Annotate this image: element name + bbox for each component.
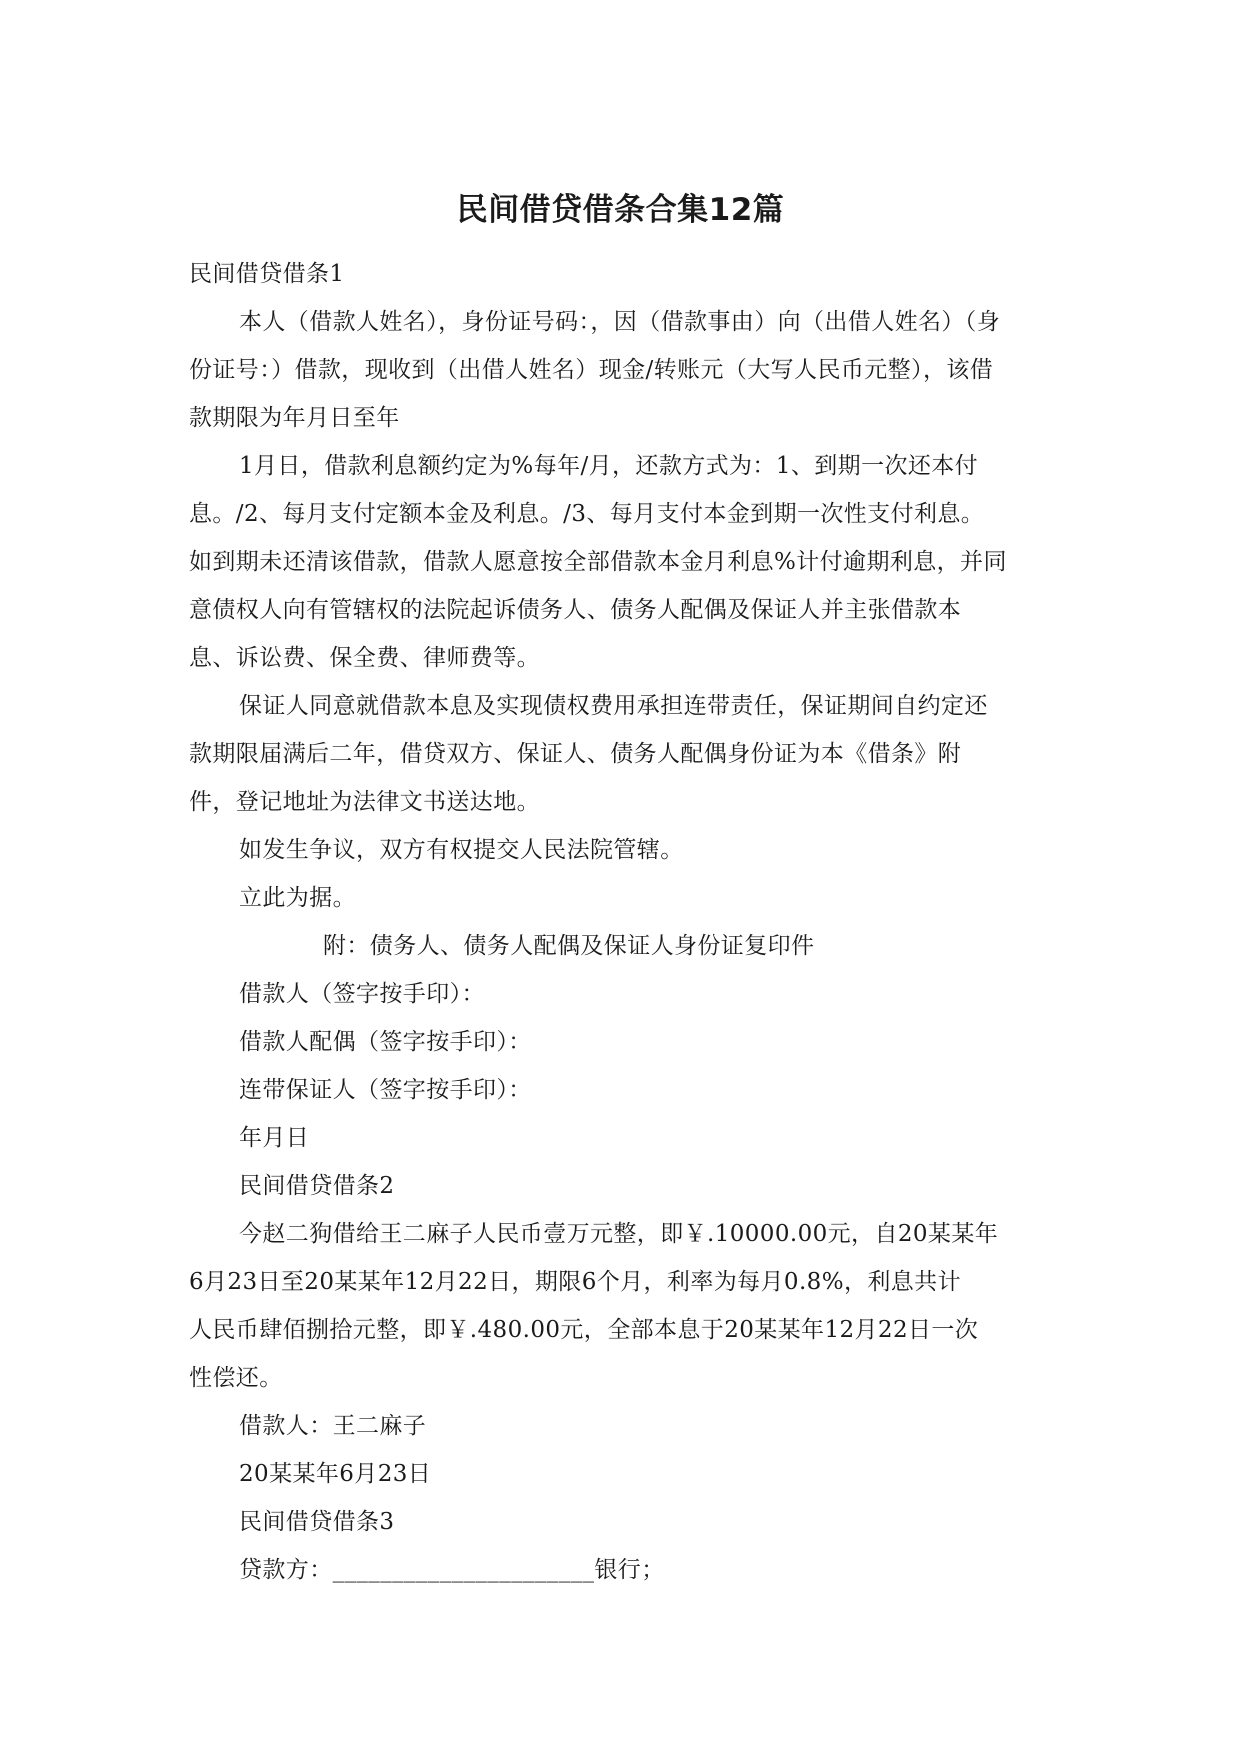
paragraph-line: 今赵二狗借给王二麻子人民币壹万元整，即￥.10000.00元，自20某某年 [239, 1221, 999, 1247]
paragraph-line: 性偿还。 [189, 1365, 283, 1391]
signature-line: 连带保证人（签字按手印）： [239, 1077, 532, 1103]
document-title: 民间借贷借条合集12篇 [456, 192, 785, 228]
signature-line: 借款人配偶（签字按手印）： [239, 1029, 532, 1055]
paragraph-line: 本人（借款人姓名），身份证号码：，因（借款事由）向（出借人姓名）（身 [239, 309, 1001, 335]
paragraph-line: 件，登记地址为法律文书送达地。 [189, 789, 540, 815]
signature-line: 借款人（签字按手印）： [239, 981, 485, 1007]
date-line: 20某某年6月23日 [239, 1461, 432, 1487]
paragraph-line: 款期限届满后二年，借贷双方、保证人、债务人配偶身份证为本《借条》附 [189, 741, 962, 767]
paragraph-line: 立此为据。 [239, 885, 356, 911]
lender-bank-line: 贷款方：______________________银行； [239, 1557, 665, 1583]
signature-line: 借款人：王二麻子 [239, 1413, 427, 1439]
attachment-note: 附：债务人、债务人配偶及保证人身份证复印件 [323, 933, 815, 959]
paragraph-line: 份证号：）借款，现收到（出借人姓名）现金/转账元（大写人民币元整），该借 [189, 357, 994, 383]
section-heading-2: 民间借贷借条2 [239, 1173, 395, 1199]
paragraph-line: 6月23日至20某某年12月22日，期限6个月，利率为每月0.8%，利息共计 [189, 1269, 961, 1295]
paragraph-line: 人民币肆佰捌拾元整，即￥.480.00元，全部本息于20某某年12月22日一次 [189, 1317, 979, 1343]
paragraph-line: 意债权人向有管辖权的法院起诉债务人、债务人配偶及保证人并主张借款本 [189, 597, 962, 623]
paragraph-line: 息。/2、每月支付定额本金及利息。/3、每月支付本金到期一次性支付利息。 [189, 501, 985, 527]
section-heading-3: 民间借贷借条3 [239, 1509, 395, 1535]
paragraph-line: 款期限为年月日至年 [189, 405, 400, 431]
paragraph-line: 息、诉讼费、保全费、律师费等。 [189, 645, 540, 671]
paragraph-line: 保证人同意就借款本息及实现债权费用承担连带责任，保证期间自约定还 [239, 693, 988, 719]
date-line: 年月日 [239, 1125, 310, 1151]
paragraph-line: 如到期未还清该借款，借款人愿意按全部借款本金月利息%计付逾期利息，并同 [189, 549, 1007, 575]
section-heading-1: 民间借贷借条1 [189, 261, 345, 287]
paragraph-line: 如发生争议，双方有权提交人民法院管辖。 [239, 837, 684, 863]
paragraph-line: 1月日，借款利息额约定为%每年/月，还款方式为：1、到期一次还本付 [239, 453, 979, 479]
